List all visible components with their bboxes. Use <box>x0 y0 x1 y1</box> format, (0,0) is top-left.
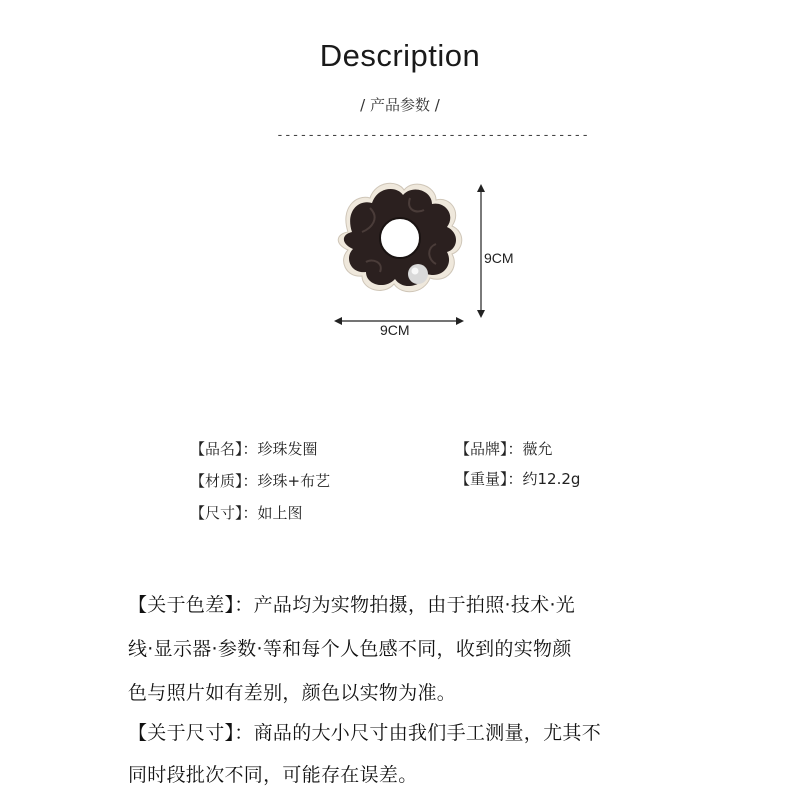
arrow-left-icon <box>334 317 342 325</box>
spec-material <box>190 470 330 491</box>
arrow-up-icon <box>477 184 485 192</box>
pearl-highlight <box>412 268 419 275</box>
spec-material-value: 珍珠+布艺 <box>257 472 331 490</box>
spec-brand-value: 薇允 <box>522 440 553 458</box>
spec-weight-label: 【重量】： <box>455 470 523 488</box>
spec-material-label: 【材质】： <box>190 472 258 490</box>
spec-name-label: 【品名】： <box>190 440 258 458</box>
spec-brand <box>455 438 553 459</box>
spec-weight <box>455 468 580 489</box>
note-line: 【关于尺寸】：商品的大小尺寸由我们手工测量，尤其不 <box>128 722 602 744</box>
spec-size <box>190 502 303 523</box>
height-label: 9CM <box>484 250 514 266</box>
note-line: 色与照片如有差别，颜色以实物为准。 <box>128 682 457 704</box>
arrow-right-icon <box>456 317 464 325</box>
spec-name-value: 珍珠发圈 <box>257 440 318 458</box>
spec-size-value: 如上图 <box>257 504 303 522</box>
spec-weight-value: 约12.2g <box>522 470 581 488</box>
note-line: 【关于色差】：产品均为实物拍摄，由于拍照·技术·光 <box>128 594 576 616</box>
width-label: 9CM <box>380 322 410 338</box>
spec-brand-label: 【品牌】： <box>455 440 523 458</box>
section-subtitle: / 产品参数 / <box>360 96 440 114</box>
spec-name <box>190 438 318 459</box>
note-line: 同时段批次不同，可能存在误差。 <box>128 764 418 786</box>
dashed-divider: ---------------------------------------- <box>276 128 590 143</box>
note-line: 线·显示器·参数·等和每个人色感不同，收到的实物颜 <box>128 638 572 660</box>
spec-size-label: 【尺寸】： <box>190 504 258 522</box>
page-title: Description <box>319 38 481 73</box>
arrow-down-icon <box>477 310 485 318</box>
pearl-bead <box>408 264 428 284</box>
